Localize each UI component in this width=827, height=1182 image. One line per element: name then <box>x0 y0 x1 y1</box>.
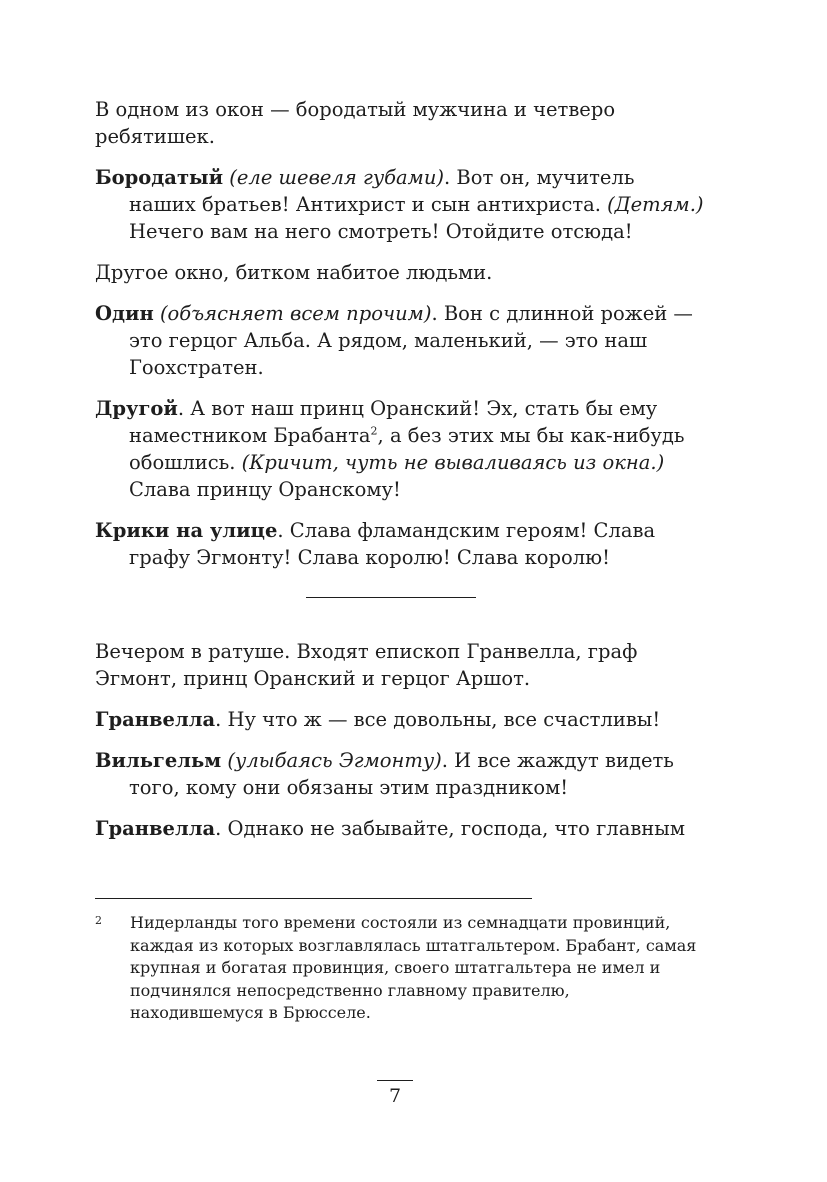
stage-direction-crowded-window: Другое окно, битком набитое людьми. <box>95 261 493 284</box>
stage-direction-town-hall: Вечером в ратуше. Входят епископ Гранвелла, граф Эгмонт, принц Оранский и герцог Аршот. <box>95 640 638 690</box>
page-number-rule <box>377 1080 413 1081</box>
speaker-name: Крики на улице <box>95 519 278 542</box>
speaker-name: Другой <box>95 397 178 420</box>
speech-one <box>95 300 707 381</box>
speech-text: . Слава фламандским героям! Слава графу Эгмонту! Слава королю! Слава королю! <box>129 519 656 569</box>
speech-text: . Вон с длинной рожей — это герцог Альба. А рядом, маленький, — это наш Гоохстратен. <box>129 302 693 379</box>
footnote-mark: 2 <box>95 914 102 927</box>
stage-direction: (Детям.) <box>607 193 704 216</box>
stage-direction: (Кричит, чуть не вываливаясь из окна.) <box>241 451 665 474</box>
speaker-name: Гранвелла <box>95 708 216 731</box>
page-body <box>95 96 707 856</box>
speech-bearded <box>95 164 707 245</box>
footnote-text: Нидерланды того времени состояли из семнадцати провинций, каждая из которых возглавлялась штатгальтером. Брабант, самая крупная и богатая провинция, своего штатгальтера не имел и подчинялся непосредственно главному правителю, находившемуся в Брюсселе. <box>130 913 697 1022</box>
speech-text: . Вот он, мучитель наших братьев! Антихрист и сын антихриста. <box>129 166 635 216</box>
footnote <box>95 912 707 1025</box>
speech-granvelle <box>95 706 707 733</box>
speech-text: . Однако не забывайте, господа, что главным <box>215 817 685 840</box>
speech-text: . Ну что ж — все довольны, все счастливы! <box>215 708 661 731</box>
speech-granvelle-2 <box>95 815 707 842</box>
stage-direction: (еле шевеля губами) <box>229 166 445 189</box>
stage-direction: (улыбаясь Эгмонту) <box>227 749 442 772</box>
speaker-name: Вильгельм <box>95 749 222 772</box>
footnote-separator <box>95 898 532 899</box>
speech-another <box>95 395 707 503</box>
speech-text: . И все жаждут видеть того, кому они обязаны этим праздником! <box>129 749 674 799</box>
stage-direction: (объясняет всем прочим) <box>159 302 432 325</box>
scene-divider <box>306 597 476 598</box>
speech-william <box>95 747 707 801</box>
speech-text: Слава принцу Оранскому! <box>129 478 401 501</box>
speech-text: , а без этих мы бы как-нибудь обошлись. <box>129 424 685 474</box>
speech-street-shouts <box>95 517 707 571</box>
speaker-name: Один <box>95 302 154 325</box>
page-number: 7 <box>388 1085 402 1107</box>
speaker-name: Гранвелла <box>95 817 216 840</box>
footnote-reference: 2 <box>370 424 378 438</box>
speech-text: . А вот наш принц Оранский! Эх, стать бы ему наместником Брабанта <box>129 397 658 447</box>
stage-direction-window-bearded: В одном из окон — бородатый мужчина и четверо ребятишек. <box>95 98 616 148</box>
speech-text: Нечего вам на него смотреть! Отойдите отсюда! <box>129 220 633 243</box>
speaker-name: Бородатый <box>95 166 224 189</box>
